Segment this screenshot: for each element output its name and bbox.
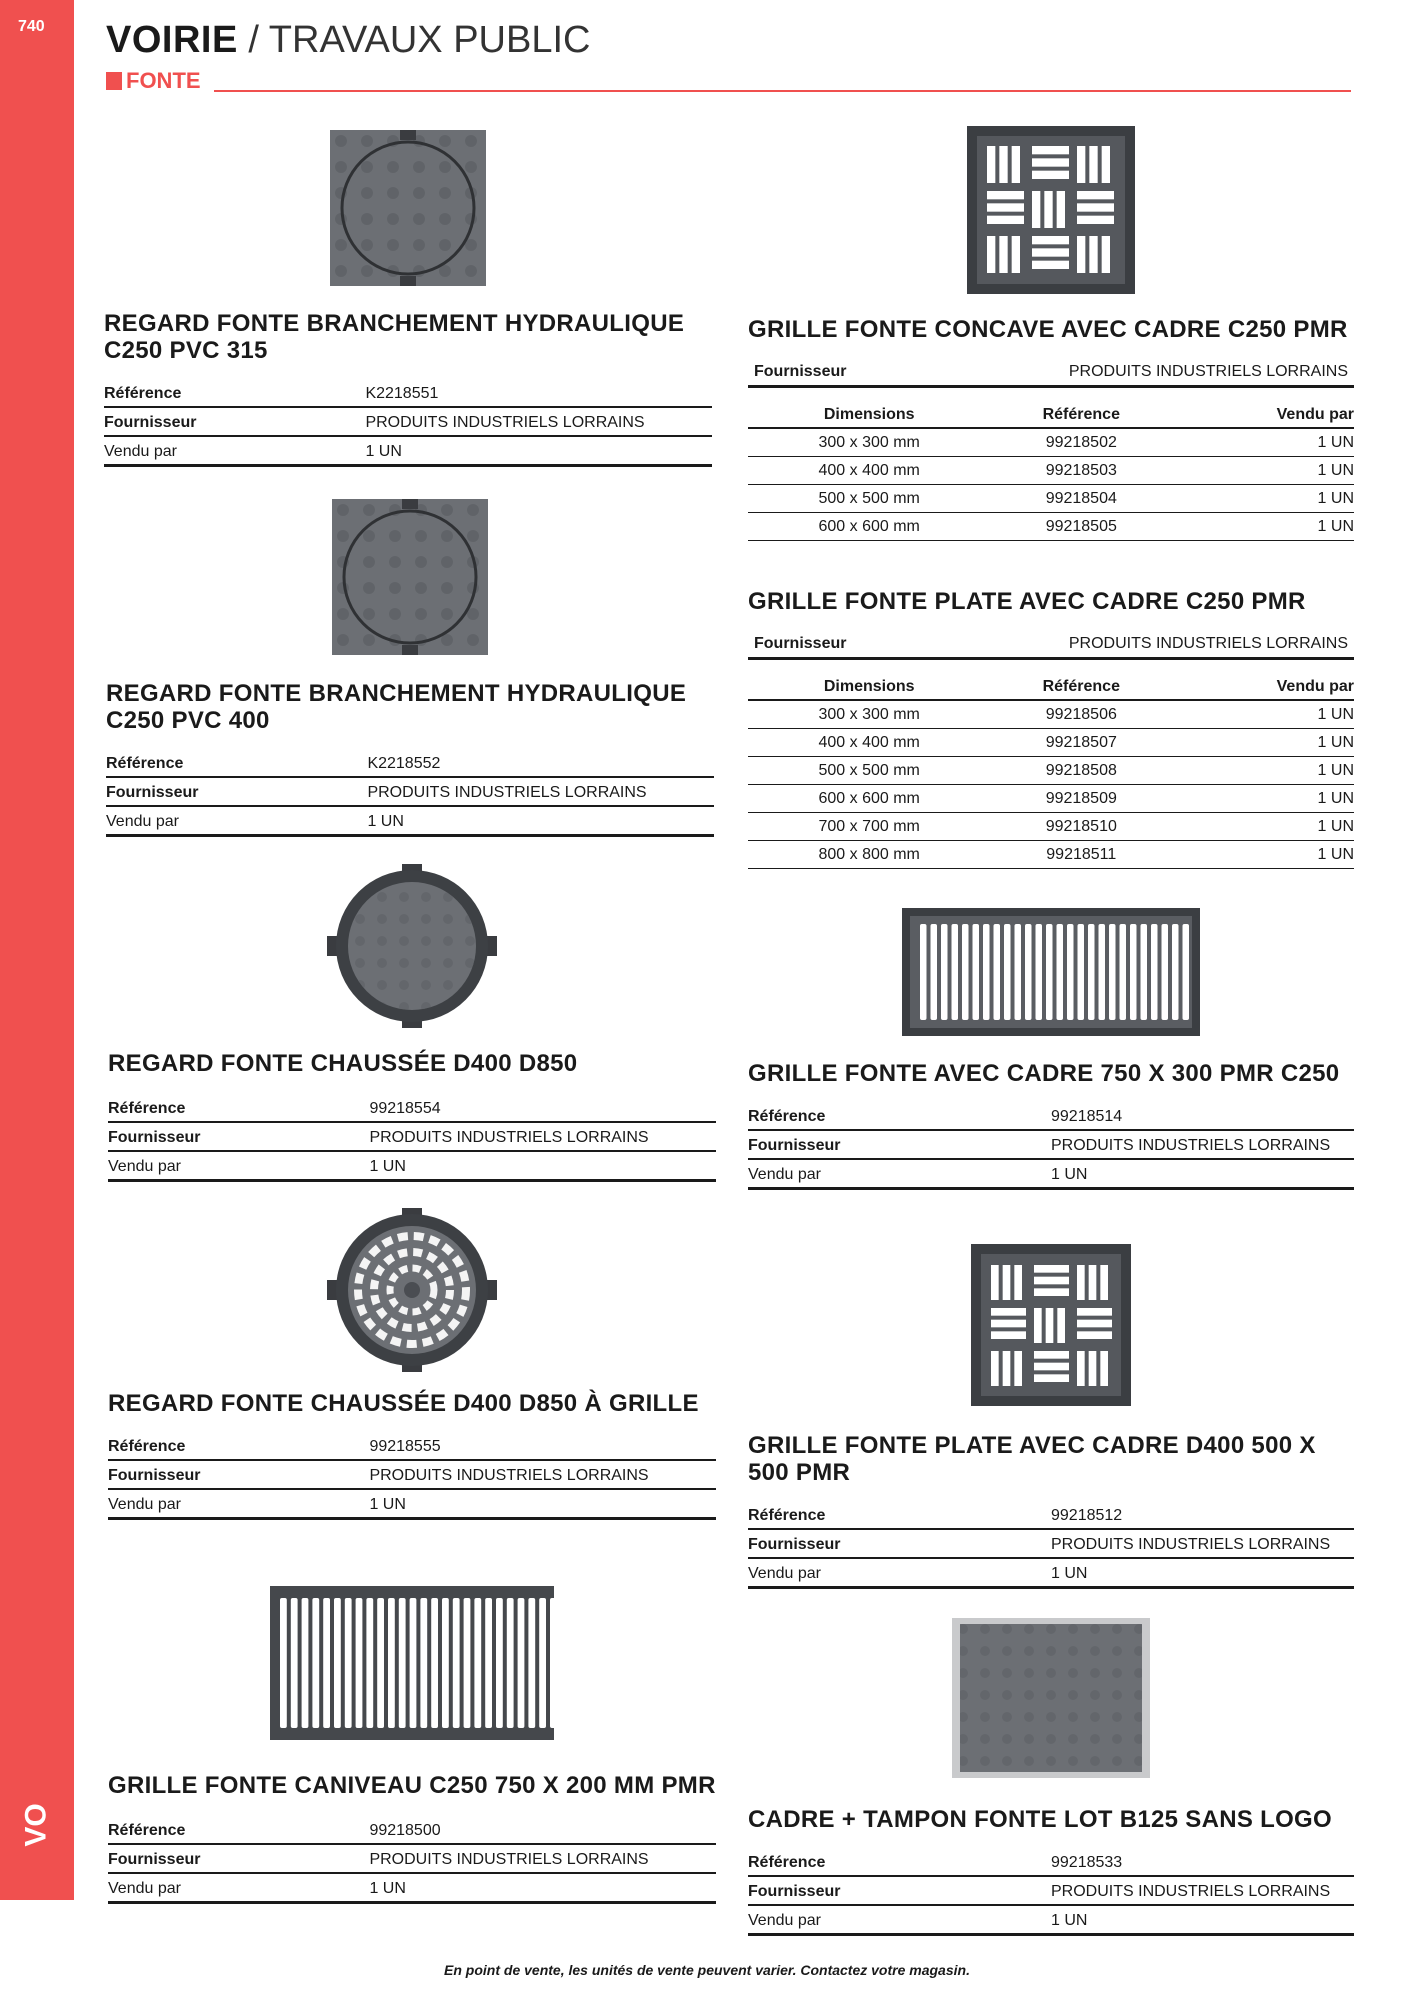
table-row: 400 x 400 mm 99218507 1 UN: [748, 728, 1354, 756]
product-name: GRILLE FONTE PLATE AVEC CADRE D400 500 X 500 PMR: [748, 1432, 1316, 1486]
grate-slot: [334, 1598, 341, 1728]
product-reference: K2218552: [367, 748, 714, 777]
grate-slot: [1078, 924, 1085, 1020]
grate-slot: [1077, 1351, 1085, 1386]
grate-slot: [507, 1598, 514, 1728]
grate-slot: [464, 1598, 471, 1728]
product-card: [108, 1586, 716, 1904]
grate-slot: [431, 1598, 438, 1728]
grate-slot: [1034, 1351, 1069, 1359]
page-number: 740: [18, 18, 45, 35]
grate-slot: [410, 1598, 417, 1728]
grate-slot: [991, 1265, 999, 1300]
grate-slot: [528, 1598, 535, 1728]
grate-slot: [973, 924, 980, 1020]
page-title-main: VOIRIE: [106, 19, 238, 61]
grate-slot: [496, 1598, 503, 1728]
grate-slot: [1003, 1265, 1011, 1300]
grate-slot: [291, 1598, 298, 1728]
product-name: CADRE + TAMPON FONTE LOT B125 SANS LOGO: [748, 1806, 1332, 1833]
grate-slot: [1088, 924, 1095, 1020]
grate-slot: [518, 1598, 525, 1728]
grate-slot: [1034, 1288, 1069, 1296]
grate-slot: [987, 146, 995, 183]
grate-slot: [1004, 924, 1011, 1020]
grate-slot: [1034, 1308, 1042, 1343]
grate-slot: [1162, 924, 1169, 1020]
grate-slot: [485, 1598, 492, 1728]
grate-slot: [1034, 1363, 1069, 1371]
grate-slot: [302, 1598, 309, 1728]
grate-slot: [1034, 1374, 1069, 1382]
product-reference: 99218500: [369, 1815, 716, 1844]
grate-slot: [931, 924, 938, 1020]
table-row: 300 x 300 mm 99218502 1 UN: [748, 428, 1354, 456]
grate-slot: [987, 191, 1024, 199]
grate-slot: [1102, 146, 1110, 183]
square-grate-icon: [971, 1244, 1131, 1406]
grate-slot: [539, 1598, 546, 1728]
product-name: GRILLE FONTE CONCAVE AVEC CADRE C250 PMR: [748, 316, 1348, 343]
product-sold-by: 1 UN: [369, 1873, 716, 1902]
grate-slot: [312, 1598, 319, 1728]
grate-slot: [991, 1320, 1026, 1328]
grate-slot: [1057, 191, 1065, 228]
grate-slot: [1102, 236, 1110, 273]
grate-slot: [962, 924, 969, 1020]
product-supplier: PRODUITS INDUSTRIELS LORRAINS: [365, 407, 712, 436]
grate-slot: [1141, 924, 1148, 1020]
page-header: [106, 18, 1356, 94]
product-supplier: PRODUITS INDUSTRIELS LORRAINS: [369, 1844, 716, 1873]
page-title-sub: / TRAVAUX PUBLIC: [248, 19, 591, 61]
product-sold-by: 1 UN: [369, 1151, 716, 1180]
grate-slot: [952, 924, 959, 1020]
product-reference: 99218512: [1051, 1500, 1354, 1529]
grate-slot: [1089, 146, 1097, 183]
product-supplier: PRODUITS INDUSTRIELS LORRAINS: [1009, 357, 1354, 387]
page-title: [106, 18, 1356, 62]
category-marker: [106, 72, 122, 90]
grate-slot: [1130, 924, 1137, 1020]
grate-slot: [983, 924, 990, 1020]
grate-slot: [1032, 171, 1069, 179]
rectangular-grate-icon: [902, 908, 1200, 1036]
table-row: 500 x 500 mm 99218508 1 UN: [748, 756, 1354, 784]
product-spec-table: Référence 99218500 Fournisseur PRODUITS INDUSTRIELS LORRAINS Vendu par 1 UN: [108, 1815, 716, 1904]
product-sold-by: 1 UN: [1051, 1558, 1354, 1587]
grate-slot: [550, 1598, 554, 1728]
table-row: 800 x 800 mm 99218511 1 UN: [748, 840, 1354, 868]
product-supplier: PRODUITS INDUSTRIELS LORRAINS: [1051, 1130, 1354, 1159]
table-row: 500 x 500 mm 99218504 1 UN: [748, 484, 1354, 512]
grate-slot: [1089, 1351, 1097, 1386]
product-card: [748, 126, 1354, 541]
product-name: GRILLE FONTE PLATE AVEC CADRE C250 PMR: [748, 588, 1306, 615]
grate-slot: [994, 924, 1001, 1020]
category-label: FONTE: [126, 68, 201, 93]
grate-slot: [420, 1598, 427, 1728]
grate-slot: [1109, 924, 1116, 1020]
grate-slot: [377, 1598, 384, 1728]
product-reference: K2218551: [365, 378, 712, 407]
product-name: REGARD FONTE CHAUSSÉE D400 D850: [108, 1050, 578, 1077]
grate-slot: [1089, 1265, 1097, 1300]
grate-slot: [1032, 191, 1040, 228]
product-spec-table: Référence 99218555 Fournisseur PRODUITS INDUSTRIELS LORRAINS Vendu par 1 UN: [108, 1431, 716, 1520]
round-grate-icon: [327, 1208, 497, 1372]
grate-slot: [474, 1598, 481, 1728]
grate-slot: [280, 1598, 287, 1728]
product-sold-by: 1 UN: [365, 436, 712, 465]
grate-slot: [1046, 924, 1053, 1020]
round-manhole-cover-icon: [327, 864, 497, 1028]
product-sold-by: 1 UN: [1051, 1159, 1354, 1188]
grate-slot: [1100, 1351, 1108, 1386]
grate-slot: [1003, 1351, 1011, 1386]
product-reference: 99218514: [1051, 1101, 1354, 1130]
product-supplier: PRODUITS INDUSTRIELS LORRAINS: [369, 1122, 716, 1151]
square-manhole-cover-icon: [328, 128, 488, 288]
product-card: [748, 908, 1354, 1190]
grate-slot: [1120, 924, 1127, 1020]
square-lid-icon: [952, 1618, 1150, 1778]
product-sold-by: 1 UN: [1051, 1905, 1354, 1934]
grate-slot: [1025, 924, 1032, 1020]
table-row: 600 x 600 mm 99218505 1 UN: [748, 512, 1354, 540]
grate-slot: [1032, 261, 1069, 269]
product-supplier-table: Fournisseur PRODUITS INDUSTRIELS LORRAINS: [748, 629, 1354, 660]
grate-slot: [1099, 924, 1106, 1020]
dimensions-table: Dimensions Référence Vendu par 300 x 300 mm 99218502 1 UN 400 x 400 mm 99218503 1 UN 500 x 500 mm 99218504 1 UN 600 x 600 mm 99218505 1 UN: [748, 400, 1354, 541]
product-spec-table: Référence 99218554 Fournisseur PRODUITS INDUSTRIELS LORRAINS Vendu par 1 UN: [108, 1093, 716, 1182]
grate-slot: [1077, 203, 1114, 211]
grate-slot: [1151, 924, 1158, 1020]
grate-slot: [1015, 924, 1022, 1020]
product-sold-by: 1 UN: [369, 1489, 716, 1518]
grate-slot: [1077, 1320, 1112, 1328]
grate-slot: [1089, 236, 1097, 273]
product-card: [104, 128, 712, 467]
grate-slot: [388, 1598, 395, 1728]
square-grate-icon: [967, 126, 1135, 294]
table-row: 600 x 600 mm 99218509 1 UN: [748, 784, 1354, 812]
product-reference: 99218533: [1051, 1847, 1354, 1876]
product-reference: 99218554: [369, 1093, 716, 1122]
grate-slot: [1032, 236, 1069, 244]
product-spec-table: Référence 99218514 Fournisseur PRODUITS INDUSTRIELS LORRAINS Vendu par 1 UN: [748, 1101, 1354, 1190]
product-name: GRILLE FONTE AVEC CADRE 750 X 300 PMR C250: [748, 1060, 1340, 1087]
product-spec-table: Référence K2218551 Fournisseur PRODUITS INDUSTRIELS LORRAINS Vendu par 1 UN: [104, 378, 712, 467]
grate-slot: [987, 203, 1024, 211]
square-manhole-cover-icon: [330, 496, 490, 658]
grate-slot: [1077, 1331, 1112, 1339]
grate-slot: [1046, 1308, 1054, 1343]
grate-slot: [345, 1598, 352, 1728]
product-card: [748, 588, 1354, 869]
category-divider: [214, 90, 1351, 92]
grate-slot: [453, 1598, 460, 1728]
product-name: REGARD FONTE BRANCHEMENT HYDRAULIQUE C250 PVC 315: [104, 310, 685, 364]
channel-grate-icon: [270, 1586, 554, 1740]
grate-slot: [991, 1331, 1026, 1339]
grate-slot: [356, 1598, 363, 1728]
grate-slot: [1044, 191, 1052, 228]
sidebar-accent: [0, 0, 74, 1900]
grate-slot: [920, 924, 927, 1020]
dimensions-table: Dimensions Référence Vendu par 300 x 300 mm 99218506 1 UN 400 x 400 mm 99218507 1 UN 500 x 500 mm 99218508 1 UN 600 x 600 mm 99218509 1 UN 700 x 700 mm 99218510 1 UN 800 x 800 mm 99218511 1 UN: [748, 672, 1354, 869]
grate-slot: [1077, 1265, 1085, 1300]
grate-slot: [1014, 1351, 1022, 1386]
grate-slot: [1014, 1265, 1022, 1300]
table-row: 700 x 700 mm 99218510 1 UN: [748, 812, 1354, 840]
grate-slot: [1077, 1308, 1112, 1316]
product-supplier: PRODUITS INDUSTRIELS LORRAINS: [369, 1460, 716, 1489]
grate-slot: [1034, 1265, 1069, 1273]
product-spec-table: Référence 99218533 Fournisseur PRODUITS INDUSTRIELS LORRAINS Vendu par 1 UN: [748, 1847, 1354, 1936]
category-row: [106, 68, 1351, 94]
product-name: REGARD FONTE BRANCHEMENT HYDRAULIQUE C250 PVC 400: [106, 680, 687, 734]
grate-slot: [1172, 924, 1179, 1020]
grate-slot: [1036, 924, 1043, 1020]
grate-slot: [323, 1598, 330, 1728]
product-supplier: PRODUITS INDUSTRIELS LORRAINS: [367, 777, 714, 806]
grate-slot: [1057, 1308, 1065, 1343]
product-name: GRILLE FONTE CANIVEAU C250 750 X 200 MM PMR: [108, 1772, 716, 1799]
product-reference: 99218555: [369, 1431, 716, 1460]
grate-slot: [399, 1598, 406, 1728]
product-card: [108, 1208, 716, 1520]
footer-note: En point de vente, les unités de vente peuvent varier. Contactez votre magasin.: [444, 1962, 970, 1978]
product-sold-by: 1 UN: [367, 806, 714, 835]
product-name: REGARD FONTE CHAUSSÉE D400 D850 À GRILLE: [108, 1390, 699, 1417]
grate-slot: [999, 236, 1007, 273]
grate-slot: [1012, 236, 1020, 273]
grate-slot: [1077, 146, 1085, 183]
product-card: [106, 496, 714, 837]
grate-slot: [987, 236, 995, 273]
grate-slot: [1032, 158, 1069, 166]
product-card: [748, 1618, 1354, 1936]
section-code: VO: [19, 1803, 53, 1847]
product-card: [108, 864, 716, 1182]
grate-slot: [999, 146, 1007, 183]
product-card: [748, 1244, 1354, 1589]
product-supplier: PRODUITS INDUSTRIELS LORRAINS: [1051, 1529, 1354, 1558]
table-row: 300 x 300 mm 99218506 1 UN: [748, 700, 1354, 728]
grate-slot: [1057, 924, 1064, 1020]
table-row: 400 x 400 mm 99218503 1 UN: [748, 456, 1354, 484]
grate-slot: [987, 216, 1024, 224]
grate-slot: [1100, 1265, 1108, 1300]
grate-slot: [1012, 146, 1020, 183]
grate-slot: [1077, 191, 1114, 199]
grate-slot: [1032, 146, 1069, 154]
grate-slot: [991, 1351, 999, 1386]
product-spec-table: Référence 99218512 Fournisseur PRODUITS INDUSTRIELS LORRAINS Vendu par 1 UN: [748, 1500, 1354, 1589]
grate-slot: [366, 1598, 373, 1728]
product-supplier-table: Fournisseur PRODUITS INDUSTRIELS LORRAINS: [748, 357, 1354, 388]
grate-slot: [1032, 248, 1069, 256]
grate-slot: [1034, 1277, 1069, 1285]
grate-slot: [1077, 236, 1085, 273]
product-spec-table: Référence K2218552 Fournisseur PRODUITS INDUSTRIELS LORRAINS Vendu par 1 UN: [106, 748, 714, 837]
grate-slot: [442, 1598, 449, 1728]
grate-slot: [941, 924, 948, 1020]
grate-slot: [1067, 924, 1074, 1020]
grate-slot: [1077, 216, 1114, 224]
product-supplier: PRODUITS INDUSTRIELS LORRAINS: [1051, 1876, 1354, 1905]
grate-slot: [1183, 924, 1190, 1020]
product-supplier: PRODUITS INDUSTRIELS LORRAINS: [1009, 629, 1354, 659]
grate-slot: [991, 1308, 1026, 1316]
